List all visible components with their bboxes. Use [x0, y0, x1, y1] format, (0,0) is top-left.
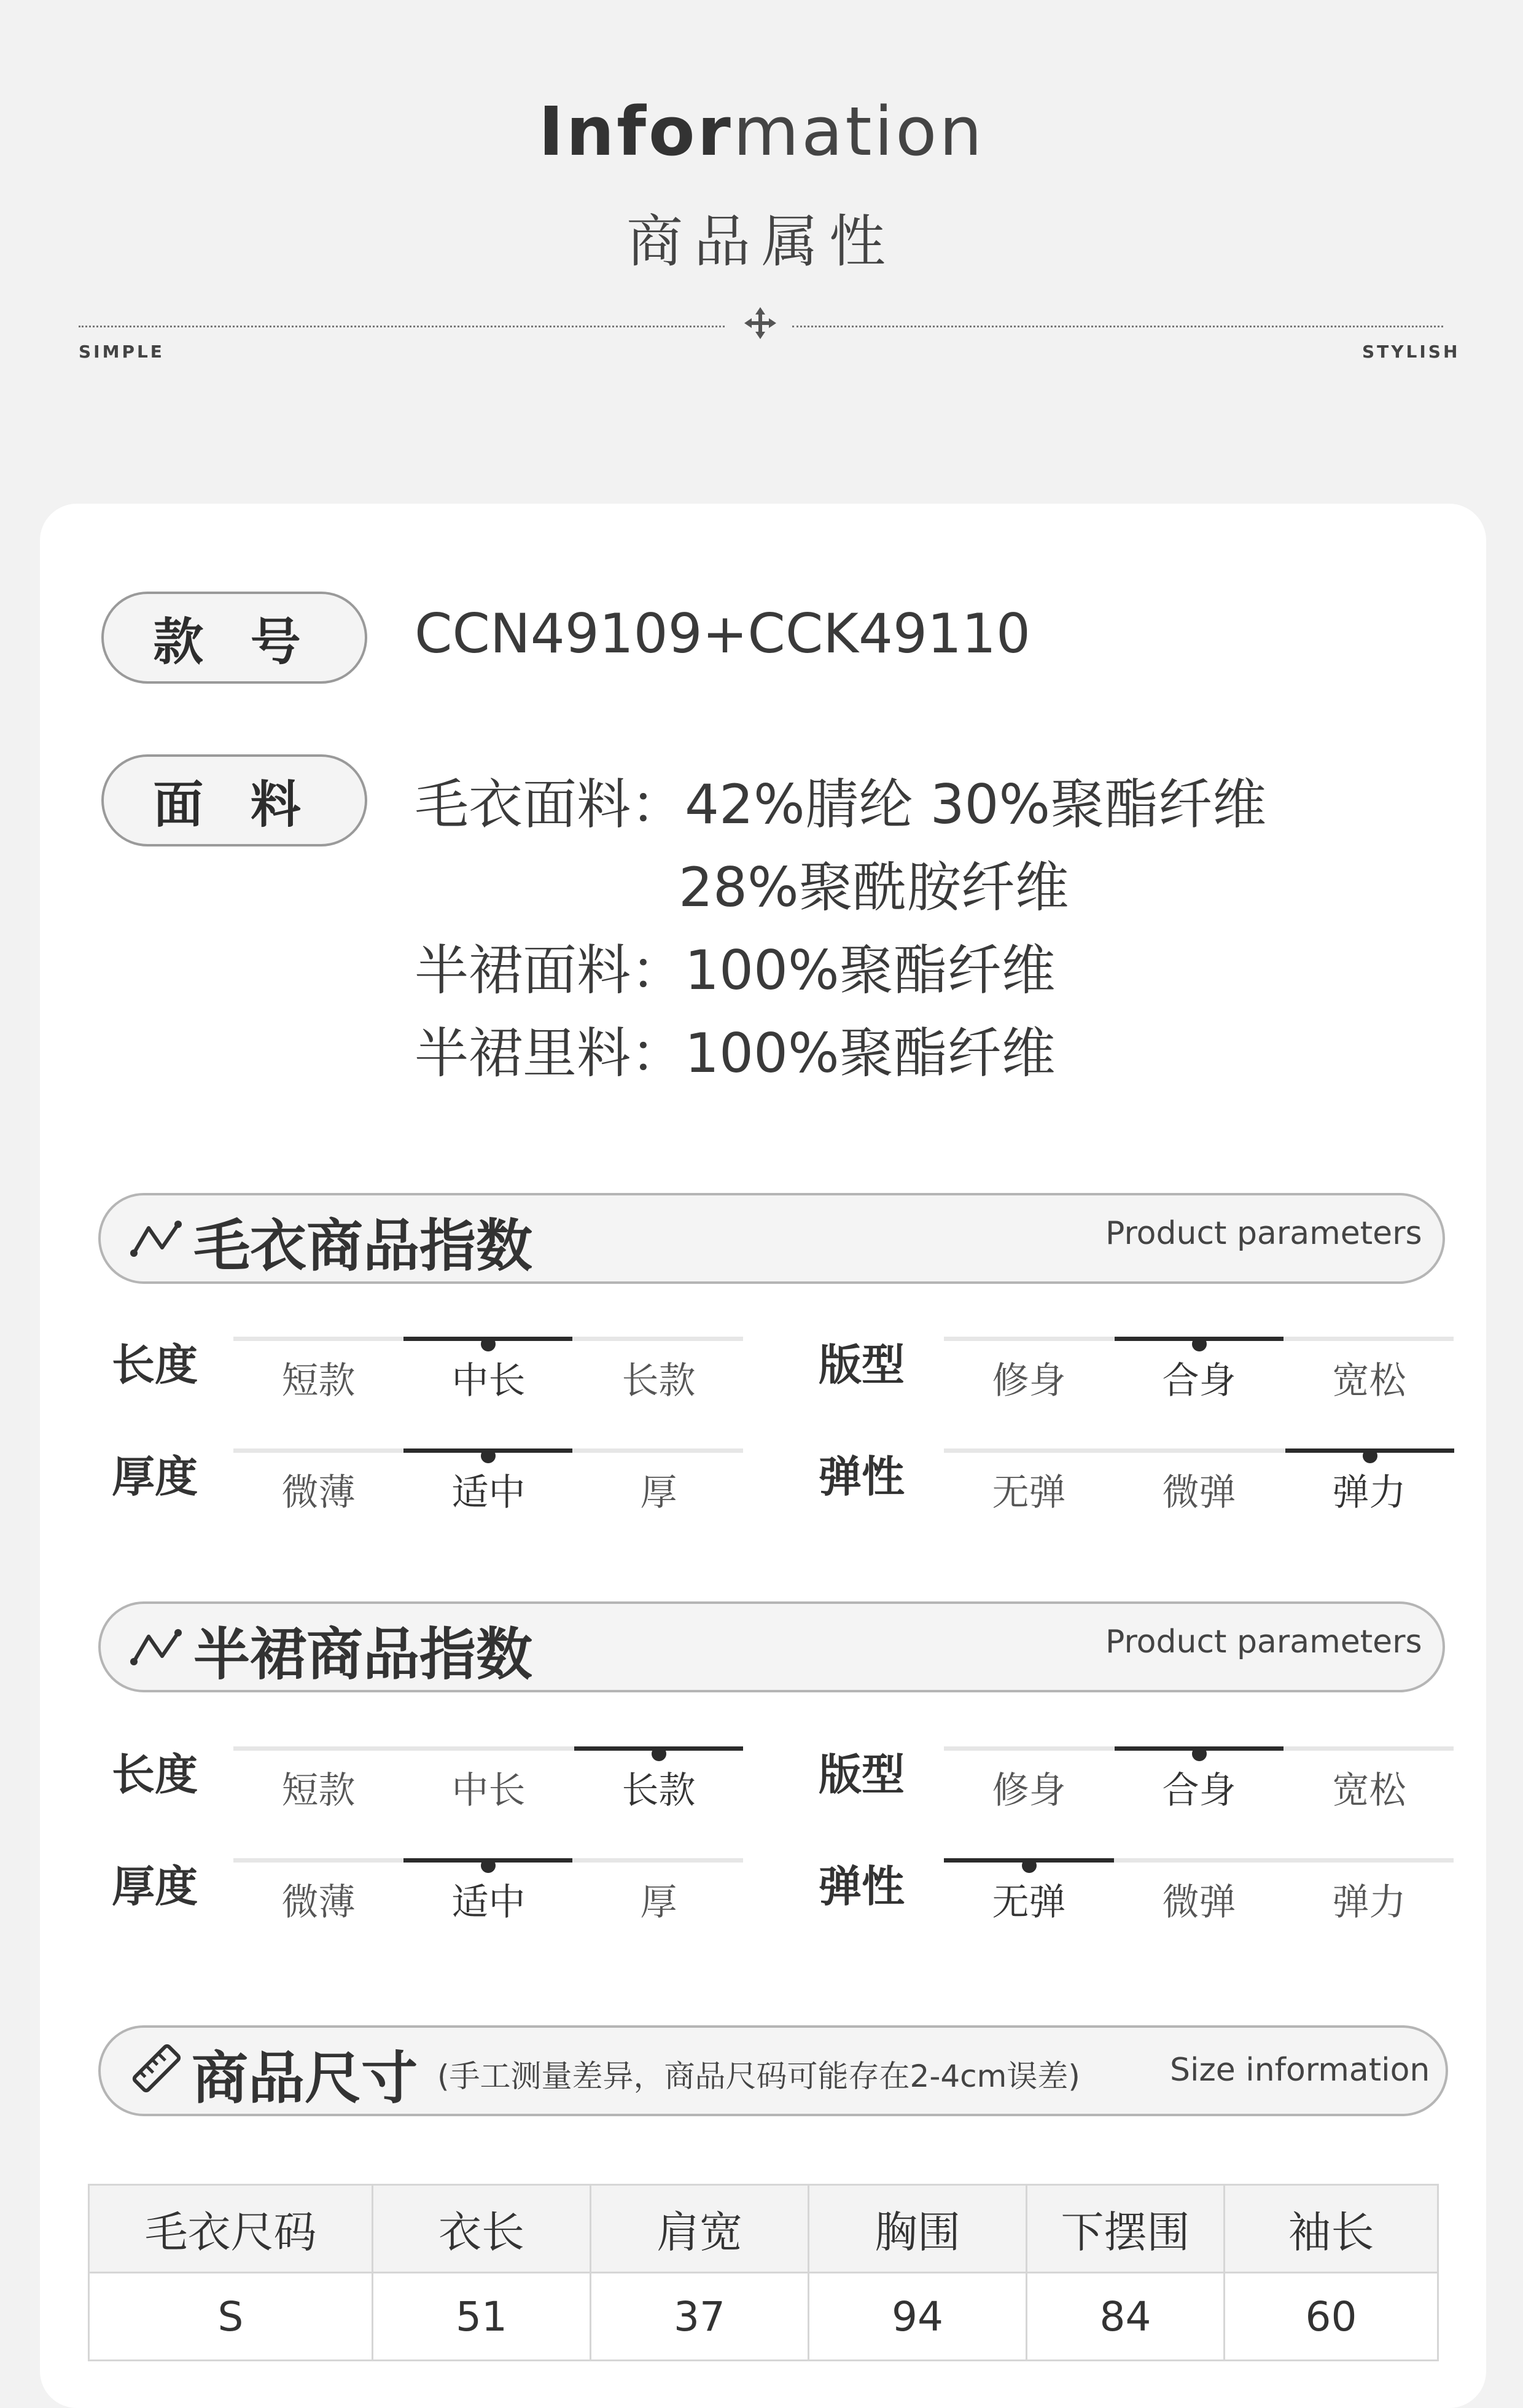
sweater-params-title: 毛衣商品指数: [193, 1213, 533, 1279]
option-thin: 微薄: [281, 1881, 356, 1924]
stylish-tag: STYLISH: [1362, 342, 1460, 362]
move-icon: [743, 306, 777, 340]
skirt-elasticity-marker: [1022, 1858, 1037, 1873]
page-title: [0, 92, 1523, 171]
option-slim: 修身: [992, 1359, 1066, 1402]
divider-left: [79, 326, 725, 327]
option-mid: 中长: [451, 1359, 526, 1402]
sweater-length-marker: [481, 1337, 496, 1351]
style-no-value: CCN49109+CCK49110: [415, 602, 1030, 665]
option-medium: 适中: [451, 1471, 526, 1514]
option-thick: 厚: [640, 1471, 677, 1514]
option-short: 短款: [281, 1359, 356, 1402]
skirt-params-en: Product parameters: [1105, 1624, 1422, 1660]
sweater-elasticity-label: 弹性: [819, 1452, 905, 1502]
size-table: [88, 2184, 1439, 2361]
style-no-label-text: 款 号: [153, 612, 316, 671]
option-stretch: 弹力: [1332, 1881, 1406, 1924]
sweater-fit-marker: [1192, 1337, 1207, 1351]
page-subtitle: 商品属性: [626, 209, 897, 275]
skirt-fit-marker: [1192, 1746, 1207, 1761]
option-regular: 合身: [1162, 1359, 1236, 1402]
option-thick: 厚: [640, 1881, 677, 1924]
fabric-line: 28%聚酰胺纤维: [679, 856, 1069, 919]
title-light-part: mation: [733, 92, 985, 171]
option-loose: 宽松: [1332, 1359, 1406, 1402]
header-size: 毛衣尺码: [89, 2185, 373, 2273]
title-bold-part: Infor: [538, 92, 733, 171]
option-thin: 微薄: [281, 1471, 356, 1514]
option-medium: 适中: [451, 1881, 526, 1924]
option-short: 短款: [281, 1769, 356, 1812]
size-info-note: (手工测量差异，商品尺码可能存在2-4cm误差): [437, 2058, 1080, 2094]
table-row: [89, 2273, 1438, 2361]
option-slight-stretch: 微弹: [1162, 1471, 1236, 1514]
option-no-stretch: 无弹: [992, 1881, 1066, 1924]
sweater-thickness-label: 厚度: [112, 1452, 198, 1502]
option-stretch: 弹力: [1332, 1471, 1406, 1514]
table-cell: 51: [373, 2273, 591, 2361]
table-cell: 60: [1225, 2273, 1438, 2361]
sweater-thickness-marker: [481, 1448, 496, 1463]
option-long: 长款: [621, 1359, 696, 1402]
skirt-thickness-marker: [481, 1858, 496, 1873]
header-chest: 胸围: [809, 2185, 1027, 2273]
divider-right: [792, 326, 1443, 327]
sweater-elasticity-marker: [1363, 1448, 1377, 1463]
trend-line-icon: [130, 1219, 182, 1259]
style-no-label: [101, 592, 367, 684]
header-hem: 下摆围: [1027, 2185, 1225, 2273]
sweater-params-en: Product parameters: [1105, 1215, 1422, 1252]
simple-tag: SIMPLE: [79, 342, 165, 362]
table-header-row: [89, 2185, 1438, 2273]
fabric-label: [101, 754, 367, 846]
table-cell: 94: [809, 2273, 1027, 2361]
option-long: 长款: [621, 1769, 696, 1812]
option-loose: 宽松: [1332, 1769, 1406, 1812]
ruler-icon: [128, 2039, 186, 2098]
option-regular: 合身: [1162, 1769, 1236, 1812]
table-cell: 37: [591, 2273, 809, 2361]
skirt-fit-label: 版型: [819, 1749, 905, 1800]
option-slight-stretch: 微弹: [1162, 1881, 1236, 1924]
header-sleeve: 袖长: [1225, 2185, 1438, 2273]
skirt-length-marker: [652, 1746, 666, 1761]
size-info-title: 商品尺寸: [192, 2046, 418, 2111]
fabric-line: 半裙面料：100%聚酯纤维: [415, 939, 1056, 1002]
fabric-label-text: 面 料: [153, 775, 316, 834]
fabric-line: 毛衣面料：42%腈纶 30%聚酯纤维: [415, 773, 1267, 836]
table-cell: 84: [1027, 2273, 1225, 2361]
skirt-thickness-label: 厚度: [112, 1861, 198, 1912]
header-length: 衣长: [373, 2185, 591, 2273]
sweater-length-label: 长度: [112, 1340, 198, 1390]
trend-line-icon: [130, 1628, 182, 1668]
sweater-fit-label: 版型: [819, 1340, 905, 1390]
table-cell: S: [89, 2273, 373, 2361]
skirt-params-title: 半裙商品指数: [193, 1622, 533, 1687]
size-info-en: Size information: [1170, 2052, 1430, 2089]
option-no-stretch: 无弹: [992, 1471, 1066, 1514]
skirt-elasticity-label: 弹性: [819, 1861, 905, 1912]
option-slim: 修身: [992, 1769, 1066, 1812]
skirt-length-label: 长度: [112, 1749, 198, 1800]
option-mid: 中长: [451, 1769, 526, 1812]
fabric-line: 半裙里料：100%聚酯纤维: [415, 1022, 1056, 1085]
header-shoulder: 肩宽: [591, 2185, 809, 2273]
